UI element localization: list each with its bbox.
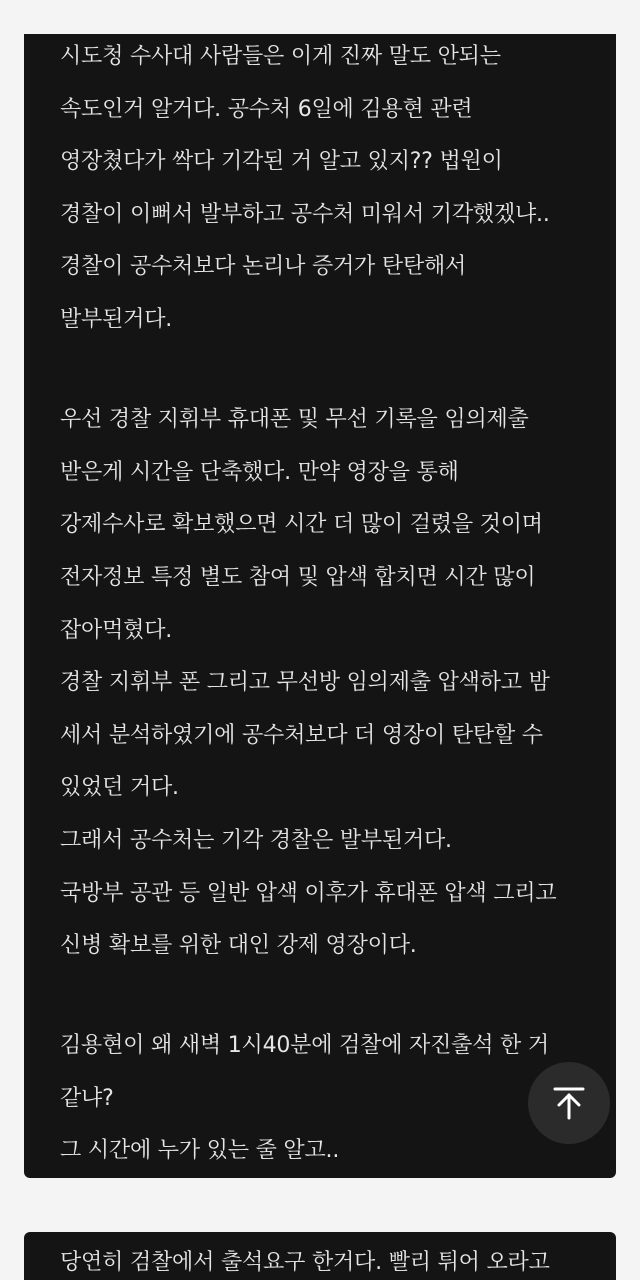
post-line: 김용현이 왜 새벽 1시40분에 검찰에 자진출석 한 거 — [60, 1033, 549, 1058]
post-line: 발부된거다. — [60, 307, 173, 332]
post-line: 경찰이 공수처보다 논리나 증거가 탄탄해서 — [60, 254, 467, 279]
next-text-card — [24, 1232, 616, 1280]
top-margin — [24, 0, 616, 34]
post-line: 시도청 수사대 사람들은 이게 진짜 말도 안되는 — [60, 44, 501, 69]
post-line: 그 시간에 누가 있는 줄 알고.. — [60, 1138, 340, 1163]
post-line: 세서 분석하였기에 공수처보다 더 영장이 탄탄할 수 — [60, 723, 543, 748]
post-line: 우선 경찰 지휘부 휴대폰 및 무선 기록을 임의제출 — [60, 407, 529, 432]
post-line: 신병 확보를 위한 대인 강제 영장이다. — [60, 933, 417, 958]
post-line: 속도인거 알거다. 공수처 6일에 김용현 관련 — [60, 97, 473, 122]
post-line: 잡아먹혔다. — [60, 618, 173, 643]
post-line: 전자정보 특정 별도 참여 및 압색 합치면 시간 많이 — [60, 565, 536, 590]
post-line: 국방부 공관 등 일반 압색 이후가 휴대폰 압색 그리고 — [60, 881, 557, 906]
post-line: 강제수사로 확보했으면 시간 더 많이 걸렸을 것이며 — [60, 512, 543, 537]
post-line: 받은게 시간을 단축했다. 만약 영장을 통해 — [60, 460, 459, 485]
scroll-to-top-button[interactable] — [528, 1062, 610, 1144]
post-line: 그래서 공수처는 기각 경찰은 발부된거다. — [60, 828, 452, 853]
post-line: 같냐? — [60, 1086, 114, 1111]
post-line: 경찰 지휘부 폰 그리고 무선방 임의제출 압색하고 밤 — [60, 670, 550, 695]
post-line: 경찰이 이뻐서 발부하고 공수처 미워서 기각했겠냐.. — [60, 202, 550, 227]
post-line: 있었던 거다. — [60, 775, 179, 800]
post-text-card — [24, 0, 616, 1178]
post-line-partial: 당연히 검찰에서 출석요구 한거다. 빨리 튀어 오라고 — [60, 1250, 550, 1275]
post-line: 영장쳤다가 싹다 기각된 거 알고 있지?? 법원이 — [60, 149, 503, 174]
arrow-up-to-top-icon — [552, 1086, 586, 1120]
